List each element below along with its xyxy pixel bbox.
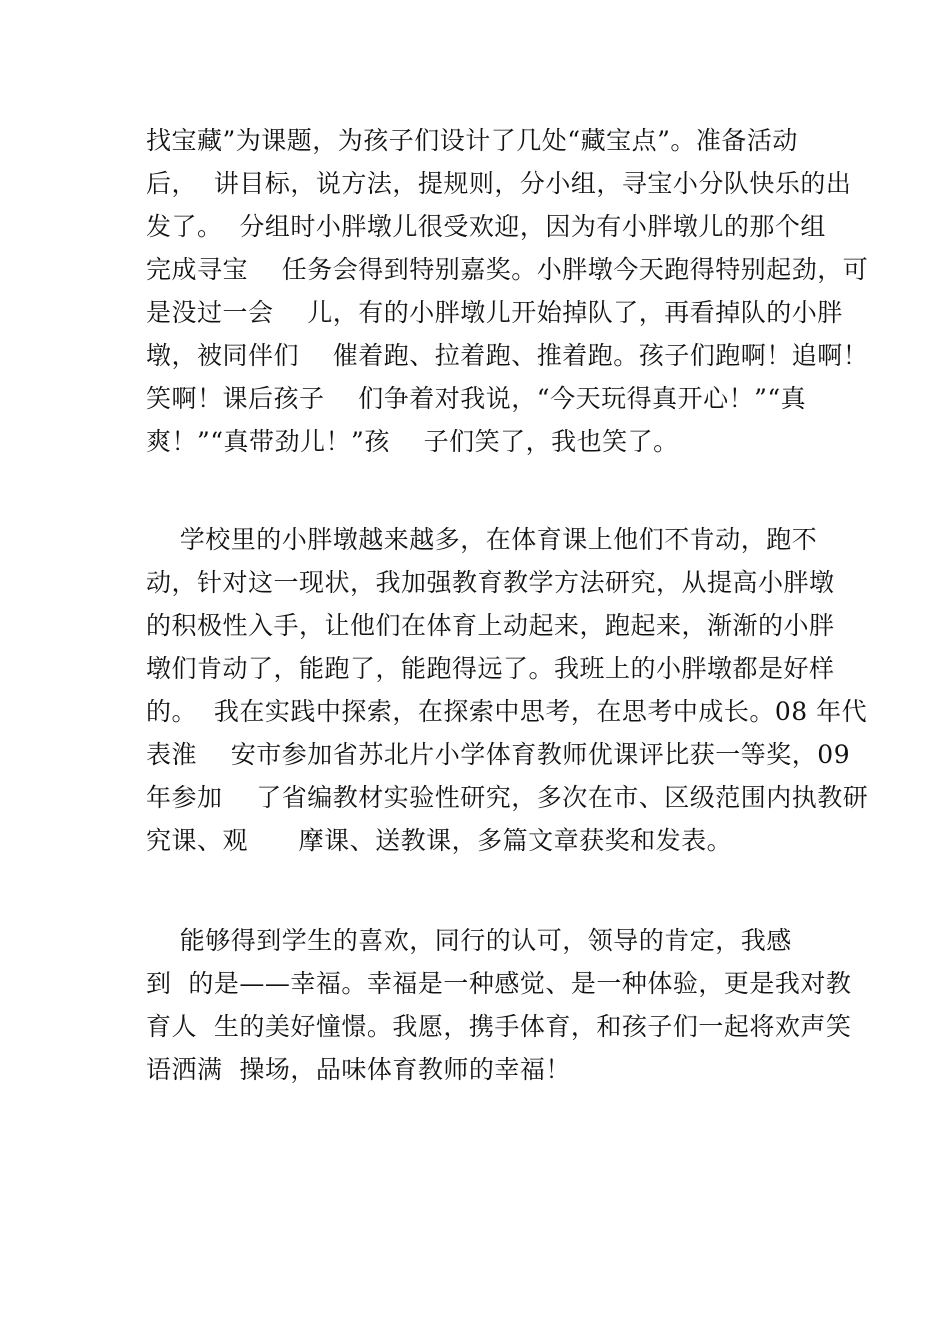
- text-line: 能够得到学生的喜欢，同行的认可，领导的肯定，我感: [146, 926, 792, 955]
- text-line: 语洒满 操场，品味体育教师的幸福！: [146, 1055, 571, 1084]
- text-line: 墩，被同伴们 催着跑、拉着跑、推着跑。孩子们跑啊！追啊！: [146, 341, 869, 370]
- text-line: 学校里的小胖墩越来越多，在体育课上他们不肯动，跑不: [146, 525, 818, 554]
- text-line: 究课、观 摩课、送教课，多篇文章获奖和发表。: [146, 826, 733, 855]
- text-line: 的积极性入手，让他们在体育上动起来，跑起来，渐渐的小胖: [146, 611, 835, 640]
- text-line: 找宝藏”为课题，为孩子们设计了几处“藏宝点”。准备活动: [146, 126, 798, 155]
- text-line: 动，针对这一现状，我加强教育教学方法研究，从提高小胖墩: [146, 568, 835, 597]
- text-line: 后， 讲目标，说方法，提规则，分小组，寻宝小分队快乐的出: [146, 169, 852, 198]
- text-line: 育人 生的美好憧憬。我愿，携手体育，和孩子们一起将欢声笑: [146, 1012, 852, 1041]
- text-line: 完成寻宝 任务会得到特别嘉奖。小胖墩今天跑得特别起劲，可: [146, 255, 869, 284]
- text-line: 表淮 安市参加省苏北片小学体育教师优课评比获一等奖，09: [146, 740, 851, 769]
- text-line: 年参加 了省编教材实验性研究，多次在市、区级范围内执教研: [146, 783, 869, 812]
- text-line: 笑啊！课后孩子 们争着对我说，“今天玩得真开心！”“真: [146, 384, 807, 413]
- text-line: 到 的是——幸福。幸福是一种感觉、是一种体验，更是我对教: [146, 969, 852, 998]
- text-line: 墩们肯动了，能跑了，能跑得远了。我班上的小胖墩都是好样: [146, 654, 835, 683]
- text-line: 爽！”“真带劲儿！”孩 子们笑了，我也笑了。: [146, 427, 679, 456]
- text-line: 发了。 分组时小胖墩儿很受欢迎，因为有小胖墩儿的那个组: [146, 212, 826, 241]
- text-line: 是没过一会 儿，有的小胖墩儿开始掉队了，再看掉队的小胖: [146, 298, 843, 327]
- text-line: 的。 我在实践中探索，在探索中思考，在思考中成长。08 年代: [146, 697, 868, 726]
